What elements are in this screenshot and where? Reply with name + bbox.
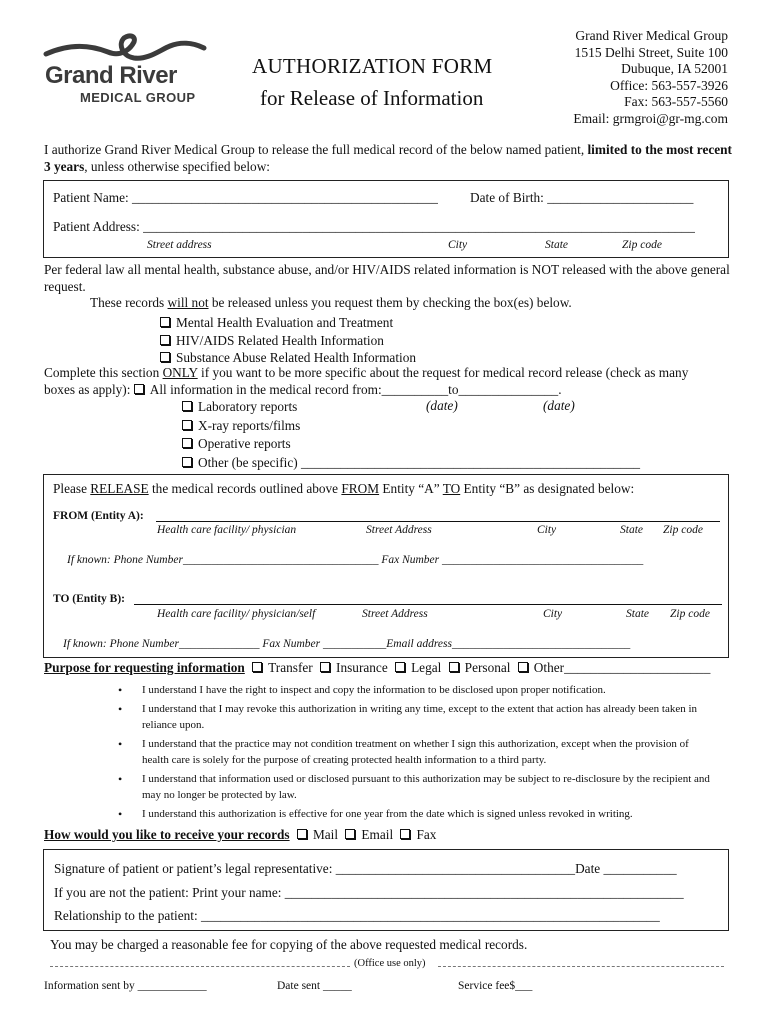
intro-paragraph: [44, 141, 734, 175]
option-other[interactable]: [182, 454, 640, 473]
from-entity-label: FROM (Entity A):: [53, 510, 144, 522]
specific-options: [182, 398, 640, 472]
option-lab[interactable]: [182, 398, 640, 417]
caption-street: Street Address: [366, 524, 432, 536]
release-p1: Please: [53, 481, 91, 496]
address-line: Fax: 563-557-5560: [624, 94, 728, 110]
address-line: Grand River Medical Group: [575, 28, 728, 43]
release-p4: Entity “B” as designated below:: [460, 481, 635, 496]
release-instruction: [53, 481, 634, 497]
from-entity-field[interactable]: [156, 521, 720, 522]
option-label: Other (be specific) ___________________________________________________: [198, 454, 641, 470]
option-operative[interactable]: [182, 435, 640, 454]
to-phone-fax-email[interactable]: If known: Phone Number______________ Fax Number ___________Email address_______________________________: [63, 638, 631, 650]
specific-only: ONLY: [162, 365, 198, 380]
list-item: • I understand this authorization is effective for one year from the date which is signed unless revoked in writing.: [110, 806, 710, 823]
caption-state: State: [620, 524, 643, 536]
date-sent-field[interactable]: Date sent _____: [277, 980, 352, 992]
option-label: Laboratory reports: [198, 399, 298, 414]
intro-text: I authorize Grand River Medical Group to release the full medical record of the below named patient,: [44, 142, 588, 157]
option-label: Mental Health Evaluation and Treatment: [176, 315, 394, 330]
fee-notice: You may be charged a reasonable fee for copying of the above requested medical records.: [50, 937, 528, 952]
purpose-transfer: Transfer: [268, 660, 313, 675]
checkbox-icon[interactable]: [182, 401, 192, 411]
patient-address-row: [53, 219, 713, 235]
specific-line2-text: boxes as apply):: [44, 382, 134, 397]
checkbox-icon[interactable]: [297, 829, 307, 839]
zip-caption: Zip code: [622, 239, 662, 251]
to-entity-field[interactable]: [134, 604, 722, 605]
receive-row: [44, 827, 436, 843]
caption-city: City: [543, 608, 563, 620]
option-label: Operative reports: [198, 436, 291, 451]
street-caption: Street address: [147, 239, 212, 251]
intro-bold: limited to the most recent 3 years: [44, 142, 732, 174]
receive-label: How would you like to receive your records: [44, 827, 290, 842]
receive-email: Email: [361, 827, 394, 842]
patient-name-label: Patient Name:: [53, 190, 133, 205]
checkbox-icon[interactable]: [182, 457, 192, 467]
option-hiv[interactable]: [160, 332, 416, 350]
patient-address-label: Patient Address:: [53, 219, 144, 234]
caption-street: Street Address: [362, 608, 428, 620]
intro-end: , unless otherwise specified below:: [84, 159, 270, 174]
checkbox-icon[interactable]: [518, 662, 528, 672]
option-mental-health[interactable]: [160, 314, 416, 332]
from-phone-fax[interactable]: If known: Phone Number__________________________________ Fax Number ___________________________________: [67, 554, 644, 566]
caption-facility: Health care facility/ physician/self: [157, 608, 316, 620]
records-post: be released unless you request them by checking the box(es) below.: [208, 295, 572, 310]
checkbox-icon[interactable]: [400, 829, 410, 839]
checkbox-icon[interactable]: [182, 420, 192, 430]
checkbox-icon[interactable]: [252, 662, 262, 672]
records-will-not: will not: [167, 295, 209, 310]
caption-facility: Health care facility/ physician: [157, 524, 297, 536]
records-pre: These records: [90, 295, 168, 310]
office-use-label: (Office use only): [354, 958, 426, 969]
purpose-personal: Personal: [464, 660, 511, 675]
date-caption-from: (date): [426, 398, 458, 413]
all-info-field[interactable]: All information in the medical record from:__________to_______________.: [149, 382, 562, 397]
address-line: Office: 563-557-3926: [610, 77, 728, 93]
checkbox-icon[interactable]: [320, 662, 330, 672]
option-label: X-ray reports/films: [198, 417, 301, 433]
checkbox-icon[interactable]: [134, 384, 144, 394]
checkbox-icon[interactable]: [160, 352, 170, 362]
federal-notice: Per federal law all mental health, substance abuse, and/or HIV/AIDS related information is NOT released with the above general request.: [44, 262, 730, 294]
patient-address-field[interactable]: ___________________________________________________________________________________: [143, 219, 695, 234]
address-line: Email: grmgroi@gr-mg.com: [573, 110, 728, 126]
clinic-address: [573, 28, 728, 128]
list-item: • I understand I have the right to inspect and copy the information to be disclosed upon proper notification.: [110, 682, 710, 699]
caption-city: City: [537, 524, 557, 536]
release-box: [43, 474, 729, 658]
records-notice: [90, 295, 572, 311]
form-title: AUTHORIZATION FORM: [252, 54, 493, 78]
purpose-insurance: Insurance: [336, 660, 388, 675]
date-caption-to: (date): [543, 398, 575, 413]
specific-line2: [44, 382, 562, 398]
checkbox-icon[interactable]: [395, 662, 405, 672]
to-entity-label: TO (Entity B):: [53, 593, 125, 605]
receive-fax: Fax: [416, 827, 437, 842]
option-substance[interactable]: [160, 349, 416, 367]
caption-state: State: [626, 608, 649, 620]
checkbox-icon[interactable]: [160, 317, 170, 327]
caption-zip: Zip code: [663, 524, 703, 536]
from-word: FROM: [341, 481, 380, 496]
divider: [438, 966, 724, 967]
dob-row: [470, 190, 693, 206]
dob-label: Date of Birth:: [470, 190, 548, 205]
relationship-field[interactable]: Relationship to the patient: _____________________________________________________________________: [54, 908, 660, 923]
list-item: • I understand that information used or disclosed pursuant to this authorization may be subject to re-disclosure by the recipient and may no longer be protected by law.: [110, 771, 710, 804]
purpose-other[interactable]: Other______________________: [533, 660, 711, 675]
patient-name-field[interactable]: ______________________________________________: [132, 190, 438, 205]
purpose-row: [44, 660, 710, 676]
specific-line1: [44, 365, 744, 381]
address-line: Dubuque, IA 52001: [621, 61, 728, 77]
info-sent-by-field[interactable]: Information sent by ____________: [44, 980, 207, 992]
signature-field[interactable]: Signature of patient or patient’s legal representative: ____________________________________Date ___________: [54, 861, 677, 876]
print-name-field[interactable]: If you are not the patient: Print your name: ____________________________________________________________: [54, 885, 684, 900]
patient-name-row: [53, 190, 438, 206]
caption-zip: Zip code: [670, 608, 710, 620]
release-p2: the medical records outlined above: [148, 481, 342, 496]
to-word: TO: [442, 481, 461, 496]
checkbox-icon[interactable]: [160, 335, 170, 345]
logo-name: Grand River: [45, 62, 177, 89]
dob-field[interactable]: ______________________: [547, 190, 694, 205]
option-xray[interactable]: [182, 417, 640, 436]
purpose-legal: Legal: [411, 660, 442, 675]
list-item: • I understand that I may revoke this authorization in writing any time, except to the extent that action has already been taken in reliance upon.: [110, 701, 710, 734]
checkbox-icon[interactable]: [449, 662, 459, 672]
form-subtitle: for Release of Information: [260, 86, 484, 110]
city-caption: City: [448, 239, 468, 251]
sensitive-options: [160, 314, 416, 367]
release-p3: Entity “A”: [379, 481, 443, 496]
receive-mail: Mail: [312, 827, 339, 842]
purpose-label: Purpose for requesting information: [44, 660, 245, 675]
checkbox-icon[interactable]: [345, 829, 355, 839]
service-fee-field[interactable]: Service fee$___: [458, 980, 533, 992]
acknowledgements: [110, 682, 710, 824]
divider: [50, 966, 350, 967]
option-label: HIV/AIDS Related Health Information: [176, 332, 384, 348]
specific-pre: Complete this section: [44, 365, 163, 380]
list-item: • I understand that the practice may not condition treatment on whether I sign this authorization, except when the provision of health care is solely for the purpose of creating protected health information to a third party.: [110, 736, 710, 769]
release-word: RELEASE: [90, 481, 149, 496]
state-caption: State: [545, 239, 568, 251]
option-label: Substance Abuse Related Health Information: [176, 350, 417, 365]
logo-subtitle: MEDICAL GROUP: [80, 90, 196, 105]
specific-post: if you want to be more specific about the request for medical record release (check as many: [197, 365, 689, 380]
checkbox-icon[interactable]: [182, 438, 192, 448]
address-line: 1515 Delhi Street, Suite 100: [574, 44, 728, 60]
